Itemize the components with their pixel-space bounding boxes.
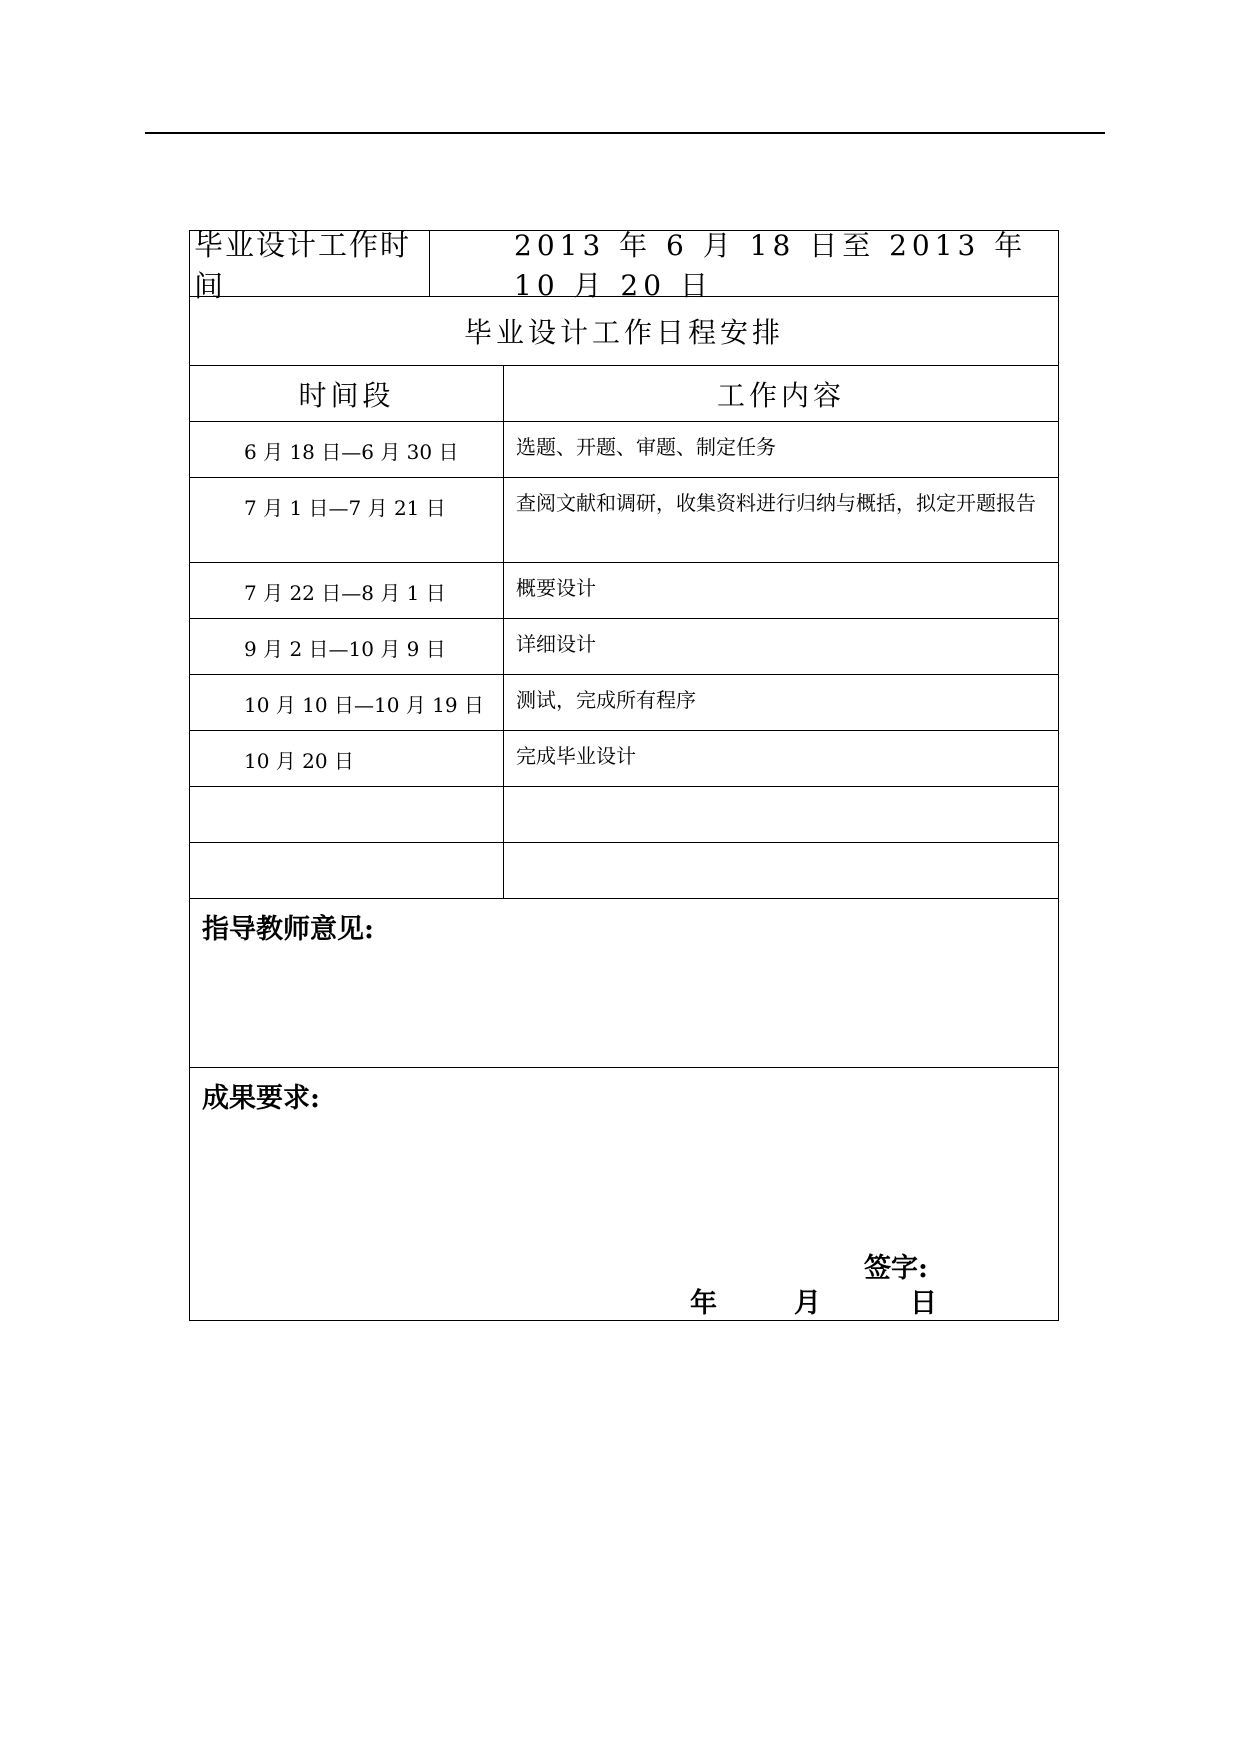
schedule-time (190, 843, 503, 898)
result-requirement-label: 成果要求: (202, 1083, 320, 1114)
schedule-content: 查阅文献和调研，收集资料进行归纳与概括，拟定开题报告 (503, 468, 1058, 562)
worktime-value: 2013 年 6 月 18 日至 2013 年 10 月 20 日 (429, 231, 1058, 296)
schedule-form (189, 227, 1059, 1321)
schedule-time: 10 月 10 日—10 月 19 日 (244, 693, 484, 717)
worktime-label: 毕业设计工作时间 (194, 227, 412, 303)
date-year-label: 年 (690, 1288, 717, 1319)
advisor-opinion-label: 指导教师意见: (202, 914, 374, 945)
date-day-label: 日 (910, 1288, 937, 1319)
date-month-label: 月 (794, 1288, 821, 1319)
column-header-time: 时间段 (298, 378, 395, 412)
schedule-time: 7 月 1 日—7 月 21 日 (244, 496, 446, 520)
schedule-title-row (190, 297, 1058, 366)
schedule-time (190, 787, 503, 842)
header-rule (145, 132, 1105, 134)
schedule-row (190, 478, 1058, 563)
schedule-content: 测试，完成所有程序 (503, 665, 1058, 730)
advisor-opinion-row (190, 899, 1058, 1068)
signature-label: 签字: (864, 1253, 928, 1284)
schedule-time: 7 月 22 日—8 月 1 日 (244, 581, 446, 605)
schedule-content: 概要设计 (503, 553, 1058, 618)
schedule-content: 选题、开题、审题、制定任务 (503, 412, 1058, 477)
result-requirement-cell (190, 1068, 1058, 1320)
schedule-row-empty (190, 843, 1058, 899)
schedule-content: 详细设计 (503, 609, 1058, 674)
worktime-row (190, 227, 1058, 303)
column-header-content: 工作内容 (503, 366, 1058, 421)
schedule-title: 毕业设计工作日程安排 (463, 316, 784, 349)
schedule-content (503, 833, 1058, 898)
schedule-content: 完成毕业设计 (503, 721, 1058, 786)
schedule-time: 9 月 2 日—10 月 9 日 (244, 637, 446, 661)
schedule-time: 10 月 20 日 (244, 749, 354, 773)
schedule-time: 6 月 18 日—6 月 30 日 (244, 440, 459, 464)
result-requirement-row (190, 1068, 1058, 1320)
